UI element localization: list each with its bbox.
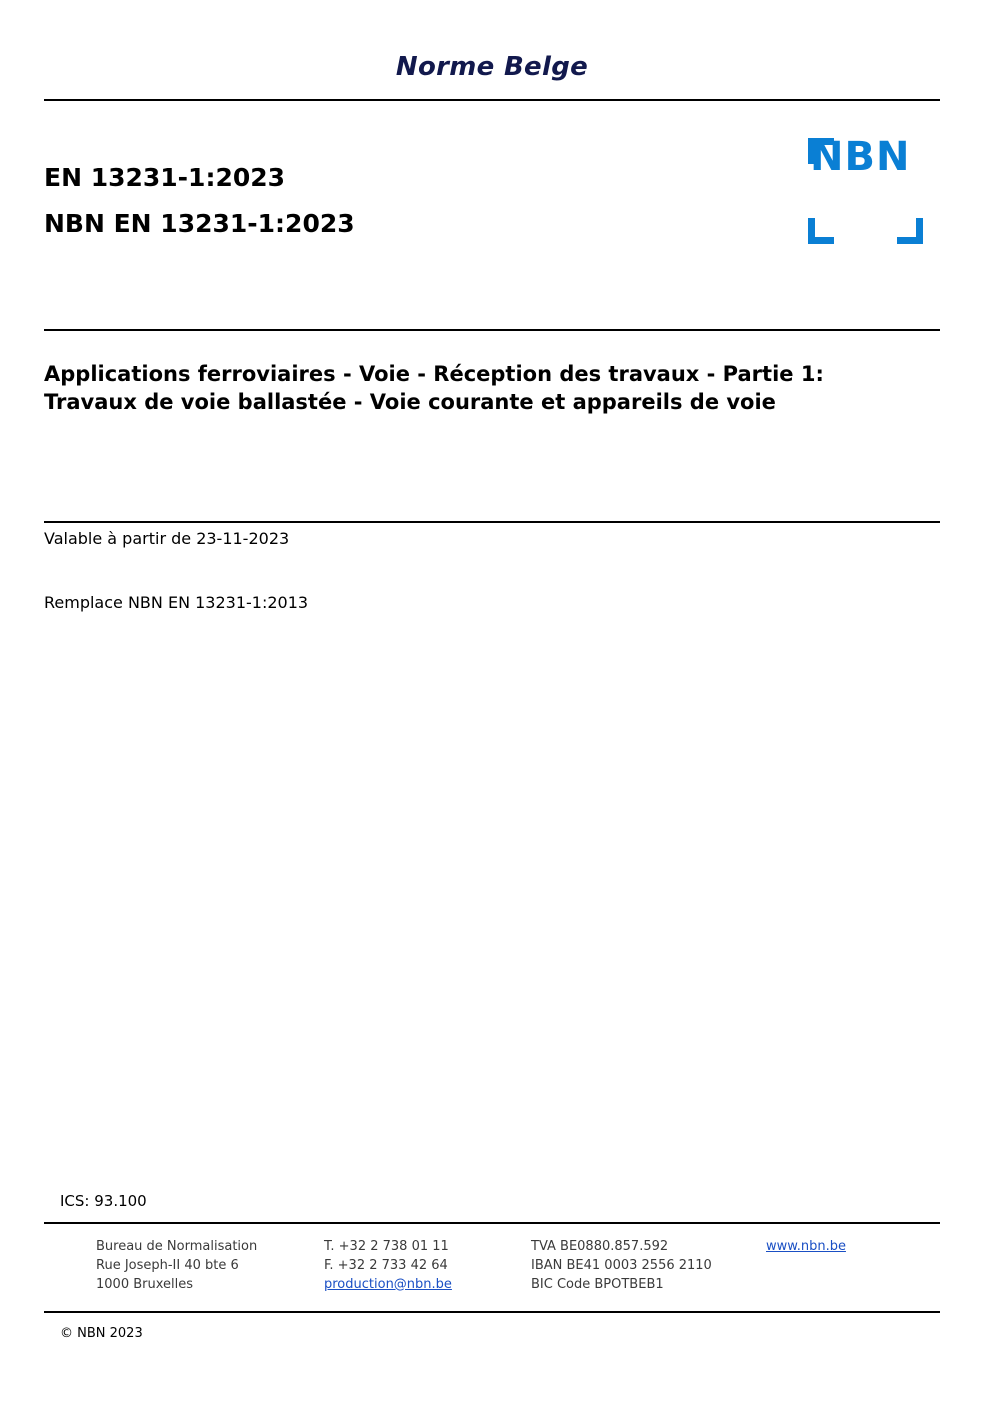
footer-financial (531, 1238, 712, 1295)
ics-code: ICS: 93.100 (60, 1192, 147, 1210)
en-reference: EN 13231-1:2023 (44, 163, 286, 192)
copyright-text: © NBN 2023 (60, 1326, 143, 1341)
replaces-text: Remplace NBN EN 13231-1:2013 (44, 593, 309, 612)
bracket-bottom-right-icon (897, 218, 923, 244)
footer-contact (324, 1238, 452, 1295)
footer-address-line1: Bureau de Normalisation (96, 1239, 258, 1254)
nbn-logo (756, 128, 946, 268)
divider-validity (44, 521, 940, 523)
footer-website-link[interactable]: www.nbn.be (766, 1239, 846, 1254)
footer-email-link[interactable]: production@nbn.be (324, 1276, 452, 1292)
nbn-logo-text: NBN (810, 134, 911, 180)
footer-iban: IBAN BE41 0003 2556 2110 (531, 1257, 712, 1273)
nbn-reference: NBN EN 13231-1:2023 (44, 209, 355, 238)
divider-ics (44, 1222, 940, 1224)
divider-middle (44, 329, 940, 331)
footer-address (96, 1238, 257, 1295)
reference-block (44, 165, 564, 236)
valid-from-text: Valable à partir de 23-11-2023 (44, 529, 290, 548)
bracket-bottom-left-icon (808, 218, 834, 244)
standard-title: Applications ferroviaires - Voie - Réception des travaux - Partie 1: Travaux de voie ballastée - Voie courante et appareils de voie (44, 362, 824, 414)
footer (44, 1238, 940, 1300)
footer-address-line3: 1000 Bruxelles (96, 1276, 194, 1292)
divider-top (44, 99, 940, 101)
footer-bic: BIC Code BPOTBEB1 (531, 1276, 664, 1292)
footer-website (766, 1238, 846, 1257)
footer-vat: TVA BE0880.857.592 (531, 1239, 669, 1254)
footer-fax: F. +32 2 733 42 64 (324, 1257, 448, 1273)
footer-address-line2: Rue Joseph-II 40 bte 6 (96, 1257, 239, 1273)
page-title: Norme Belge (395, 52, 589, 82)
divider-footer (44, 1311, 940, 1313)
page-content (44, 0, 940, 1403)
footer-phone: T. +32 2 738 01 11 (324, 1239, 449, 1254)
